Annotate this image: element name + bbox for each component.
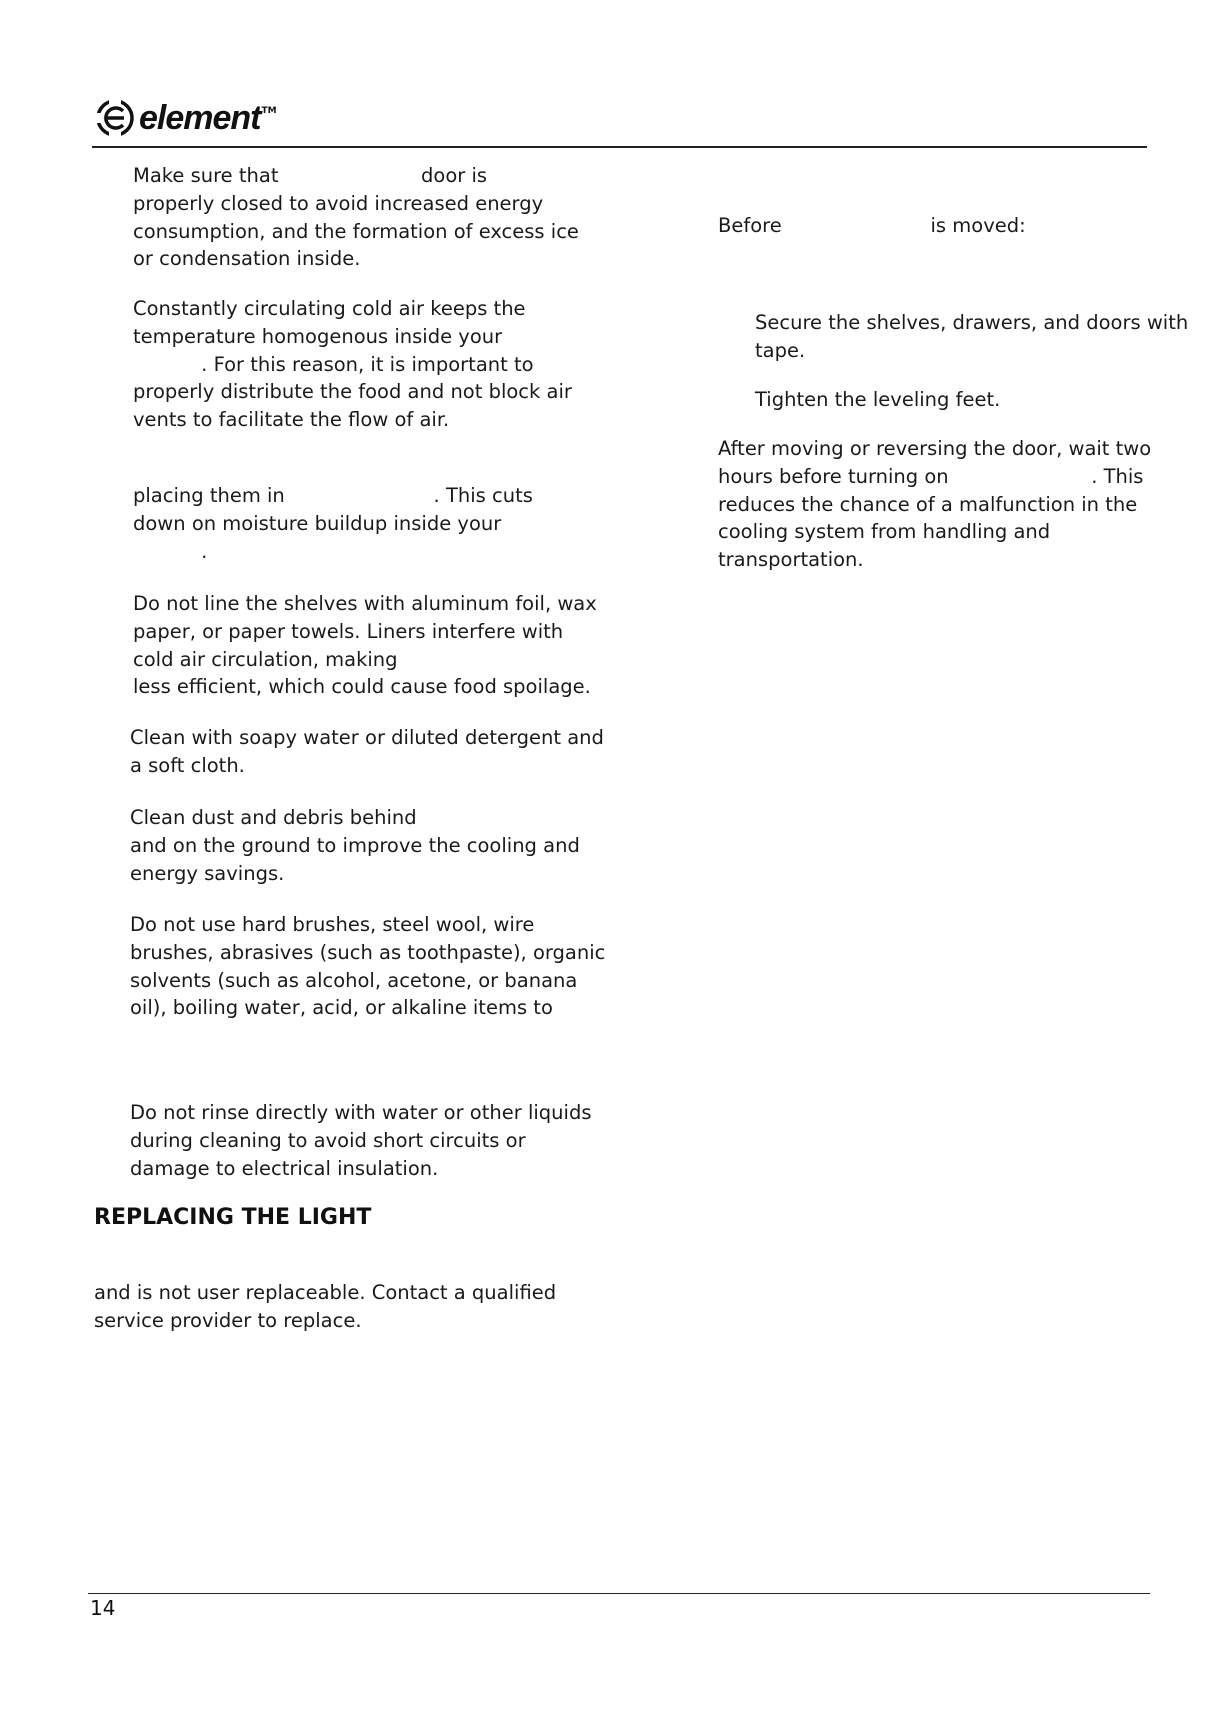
brand-logo [95, 96, 277, 140]
header-divider [92, 146, 1147, 148]
door-closed-paragraph: Make sure that door is properly closed to avoid increased energy consumption, and the formation of excess ice or condensation inside. [133, 164, 579, 271]
light-replacement-paragraph: and is not user replaceable. Contact a qualified service provider to replace. [94, 1281, 557, 1332]
soapy-water-paragraph: Clean with soapy water or diluted detergent and a soft cloth. [130, 726, 604, 777]
page-number: 14 [90, 1596, 116, 1620]
element-logo-icon [95, 98, 135, 138]
no-rinse-paragraph: Do not rinse directly with water or other liquids during cleaning to avoid short circuits or damage to electrical insulation. [130, 1101, 592, 1180]
logo-trademark: TM [261, 106, 277, 116]
clean-dust-paragraph: Clean dust and debris behind and on the ground to improve the cooling and energy savings. [130, 806, 580, 885]
no-hard-brushes-paragraph: Do not use hard brushes, steel wool, wire brushes, abrasives (such as toothpaste), organic solvents (such as alcohol, acetone, or banana oil), boiling water, acid, or alkaline items to [130, 913, 606, 1020]
after-moving-paragraph: After moving or reversing the door, wait two hours before turning on . This reduces the chance of a malfunction in the cooling system from handling and transportation. [718, 437, 1152, 572]
secure-shelves-step: Secure the shelves, drawers, and doors with tape. [755, 311, 1189, 362]
shelf-liners-paragraph: Do not line the shelves with aluminum foil, wax paper, or paper towels. Liners interfere with cold air circulation, making less efficient, which could cause food spoilage. [133, 592, 597, 699]
air-circulation-paragraph: Constantly circulating cold air keeps the temperature homogenous inside your . For this reason, it is important to properly distribute the food and not block air vents to facilitate the flow of air. [133, 297, 572, 432]
moisture-paragraph: placing them in . This cuts down on moisture buildup inside your . [133, 484, 533, 563]
footer-divider [88, 1593, 1150, 1594]
logo-wordmark: element [139, 98, 261, 137]
replacing-light-heading: REPLACING THE LIGHT [94, 1205, 372, 1230]
tighten-feet-step: Tighten the leveling feet. [755, 388, 1001, 411]
before-moving-paragraph: Before is moved: [718, 214, 1026, 237]
